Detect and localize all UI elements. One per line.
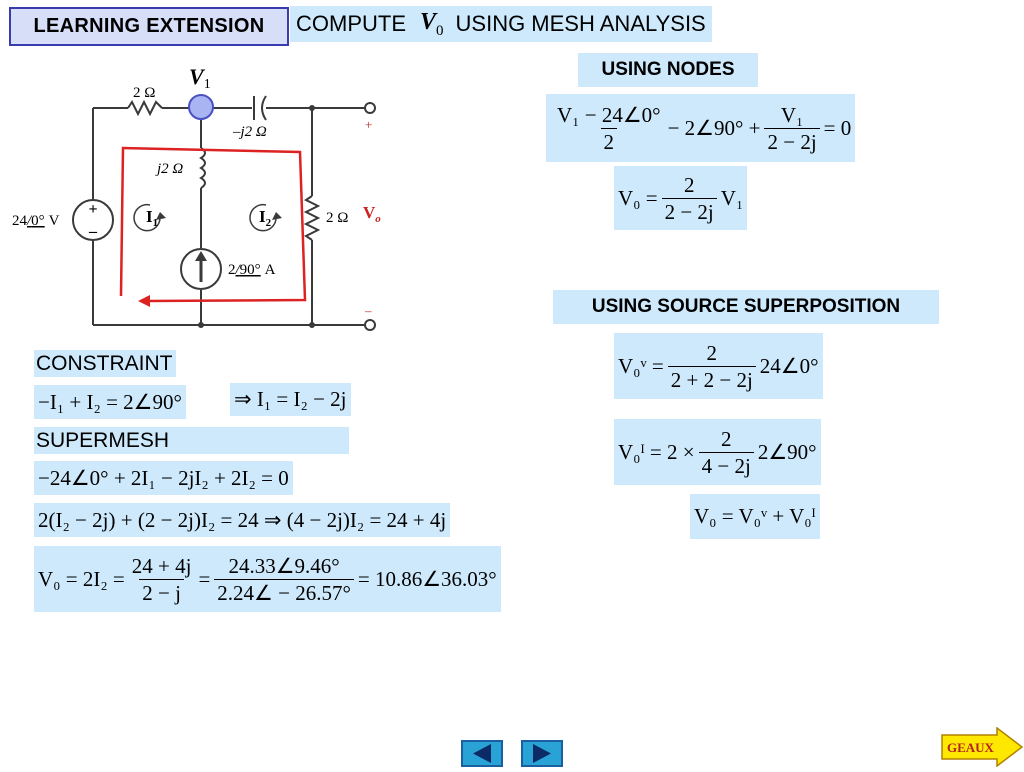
- svg-text:+: +: [88, 201, 98, 218]
- current-source: [181, 249, 221, 289]
- voltage-source: [73, 200, 113, 240]
- label-vsource: 24/0° V: [12, 213, 60, 229]
- resistor-top: [128, 102, 162, 114]
- label-isource: 2/90° A: [228, 262, 276, 278]
- label-inductor: j2 Ω: [157, 161, 184, 177]
- constraint-result: ⇒ I₁ = I₂ − 2j: [230, 383, 351, 416]
- supermesh-label: SUPERMESH: [34, 427, 349, 454]
- svg-text:I2: $I_2$: [259, 207, 272, 229]
- resistor-right: [306, 196, 318, 240]
- superposition-sum-equation: V₀ = V₀ᵛ + V₀ᴵ: [690, 494, 820, 539]
- page-title: [290, 6, 712, 42]
- mesh-current-1: [134, 205, 166, 231]
- label-plus: +: [365, 117, 373, 132]
- title-variable: $V_0$: [420, 8, 444, 39]
- label-capacitor: –j2 Ω: [233, 124, 267, 140]
- previous-button[interactable]: [461, 740, 503, 767]
- constraint-label: CONSTRAINT: [34, 350, 176, 377]
- terminal-top: [365, 103, 375, 113]
- geaux-label: GEAUX: [947, 740, 994, 755]
- inductor: [201, 148, 205, 188]
- arrow-left-icon: [463, 742, 501, 765]
- label-minus: –: [365, 303, 372, 318]
- vv-equation: V₀ᵛ = $\frac{2}{2 + 2 - 2j}$ 24∠0°: [614, 333, 823, 399]
- mesh-current-2: [250, 205, 282, 231]
- title-suffix: USING MESH ANALYSIS: [455, 11, 706, 36]
- using-nodes-label: USING NODES: [578, 53, 758, 87]
- svg-text:–: –: [89, 223, 97, 240]
- learning-extension-tag: LEARNING EXTENSION: [9, 7, 289, 46]
- supermesh-equation: −24∠0° + 2I₁ − 2jI₂ + 2I₂ = 0: [34, 461, 293, 495]
- using-superposition-label: USING SOURCE SUPERPOSITION: [553, 290, 939, 324]
- label-r-right: 2 Ω: [326, 210, 349, 226]
- node-v1: [189, 95, 213, 119]
- arrow-right-icon: [523, 742, 561, 765]
- substitution-equation: 2(I₂ − 2j) + (2 − 2j)I₂ = 24 ⇒ (4 − 2j)I₂ = 24 + 4j: [34, 503, 450, 537]
- label-vo: $V_o$: [363, 203, 381, 225]
- node-equation: $\frac{\text{V₁ − 24∠0°}}{2}$ − 2∠90° + $\frac{\text{V₁}}{2 - 2j}$ = 0: [546, 94, 855, 162]
- geaux-button[interactable]: [941, 727, 1023, 767]
- title-prefix: COMPUTE: [296, 11, 406, 36]
- v0-node-equation: V₀ = $\frac{2}{2 - 2j}$ V₁: [614, 166, 747, 230]
- circuit-diagram: [0, 55, 400, 340]
- final-result-equation: V₀ = 2I₂ = $\frac{24 + 4j}{2 - j}$ = $\frac{24.33\angle 9.46^\circ}{2.24\angle - 26.57^\circ}$ = 10.86∠36.03°: [34, 546, 501, 612]
- constraint-equation: −I₁ + I₂ = 2∠90°: [34, 385, 186, 419]
- svg-text:I1: $I_1$: [146, 207, 159, 229]
- terminal-bottom: [365, 320, 375, 330]
- capacitor: [254, 96, 266, 120]
- next-button[interactable]: [521, 740, 563, 767]
- vi-equation: V₀ᴵ = 2 × $\frac{2}{4 - 2j}$ 2∠90°: [614, 419, 821, 485]
- label-r-top: 2 Ω: [133, 85, 156, 101]
- label-v1: V1: [189, 64, 211, 92]
